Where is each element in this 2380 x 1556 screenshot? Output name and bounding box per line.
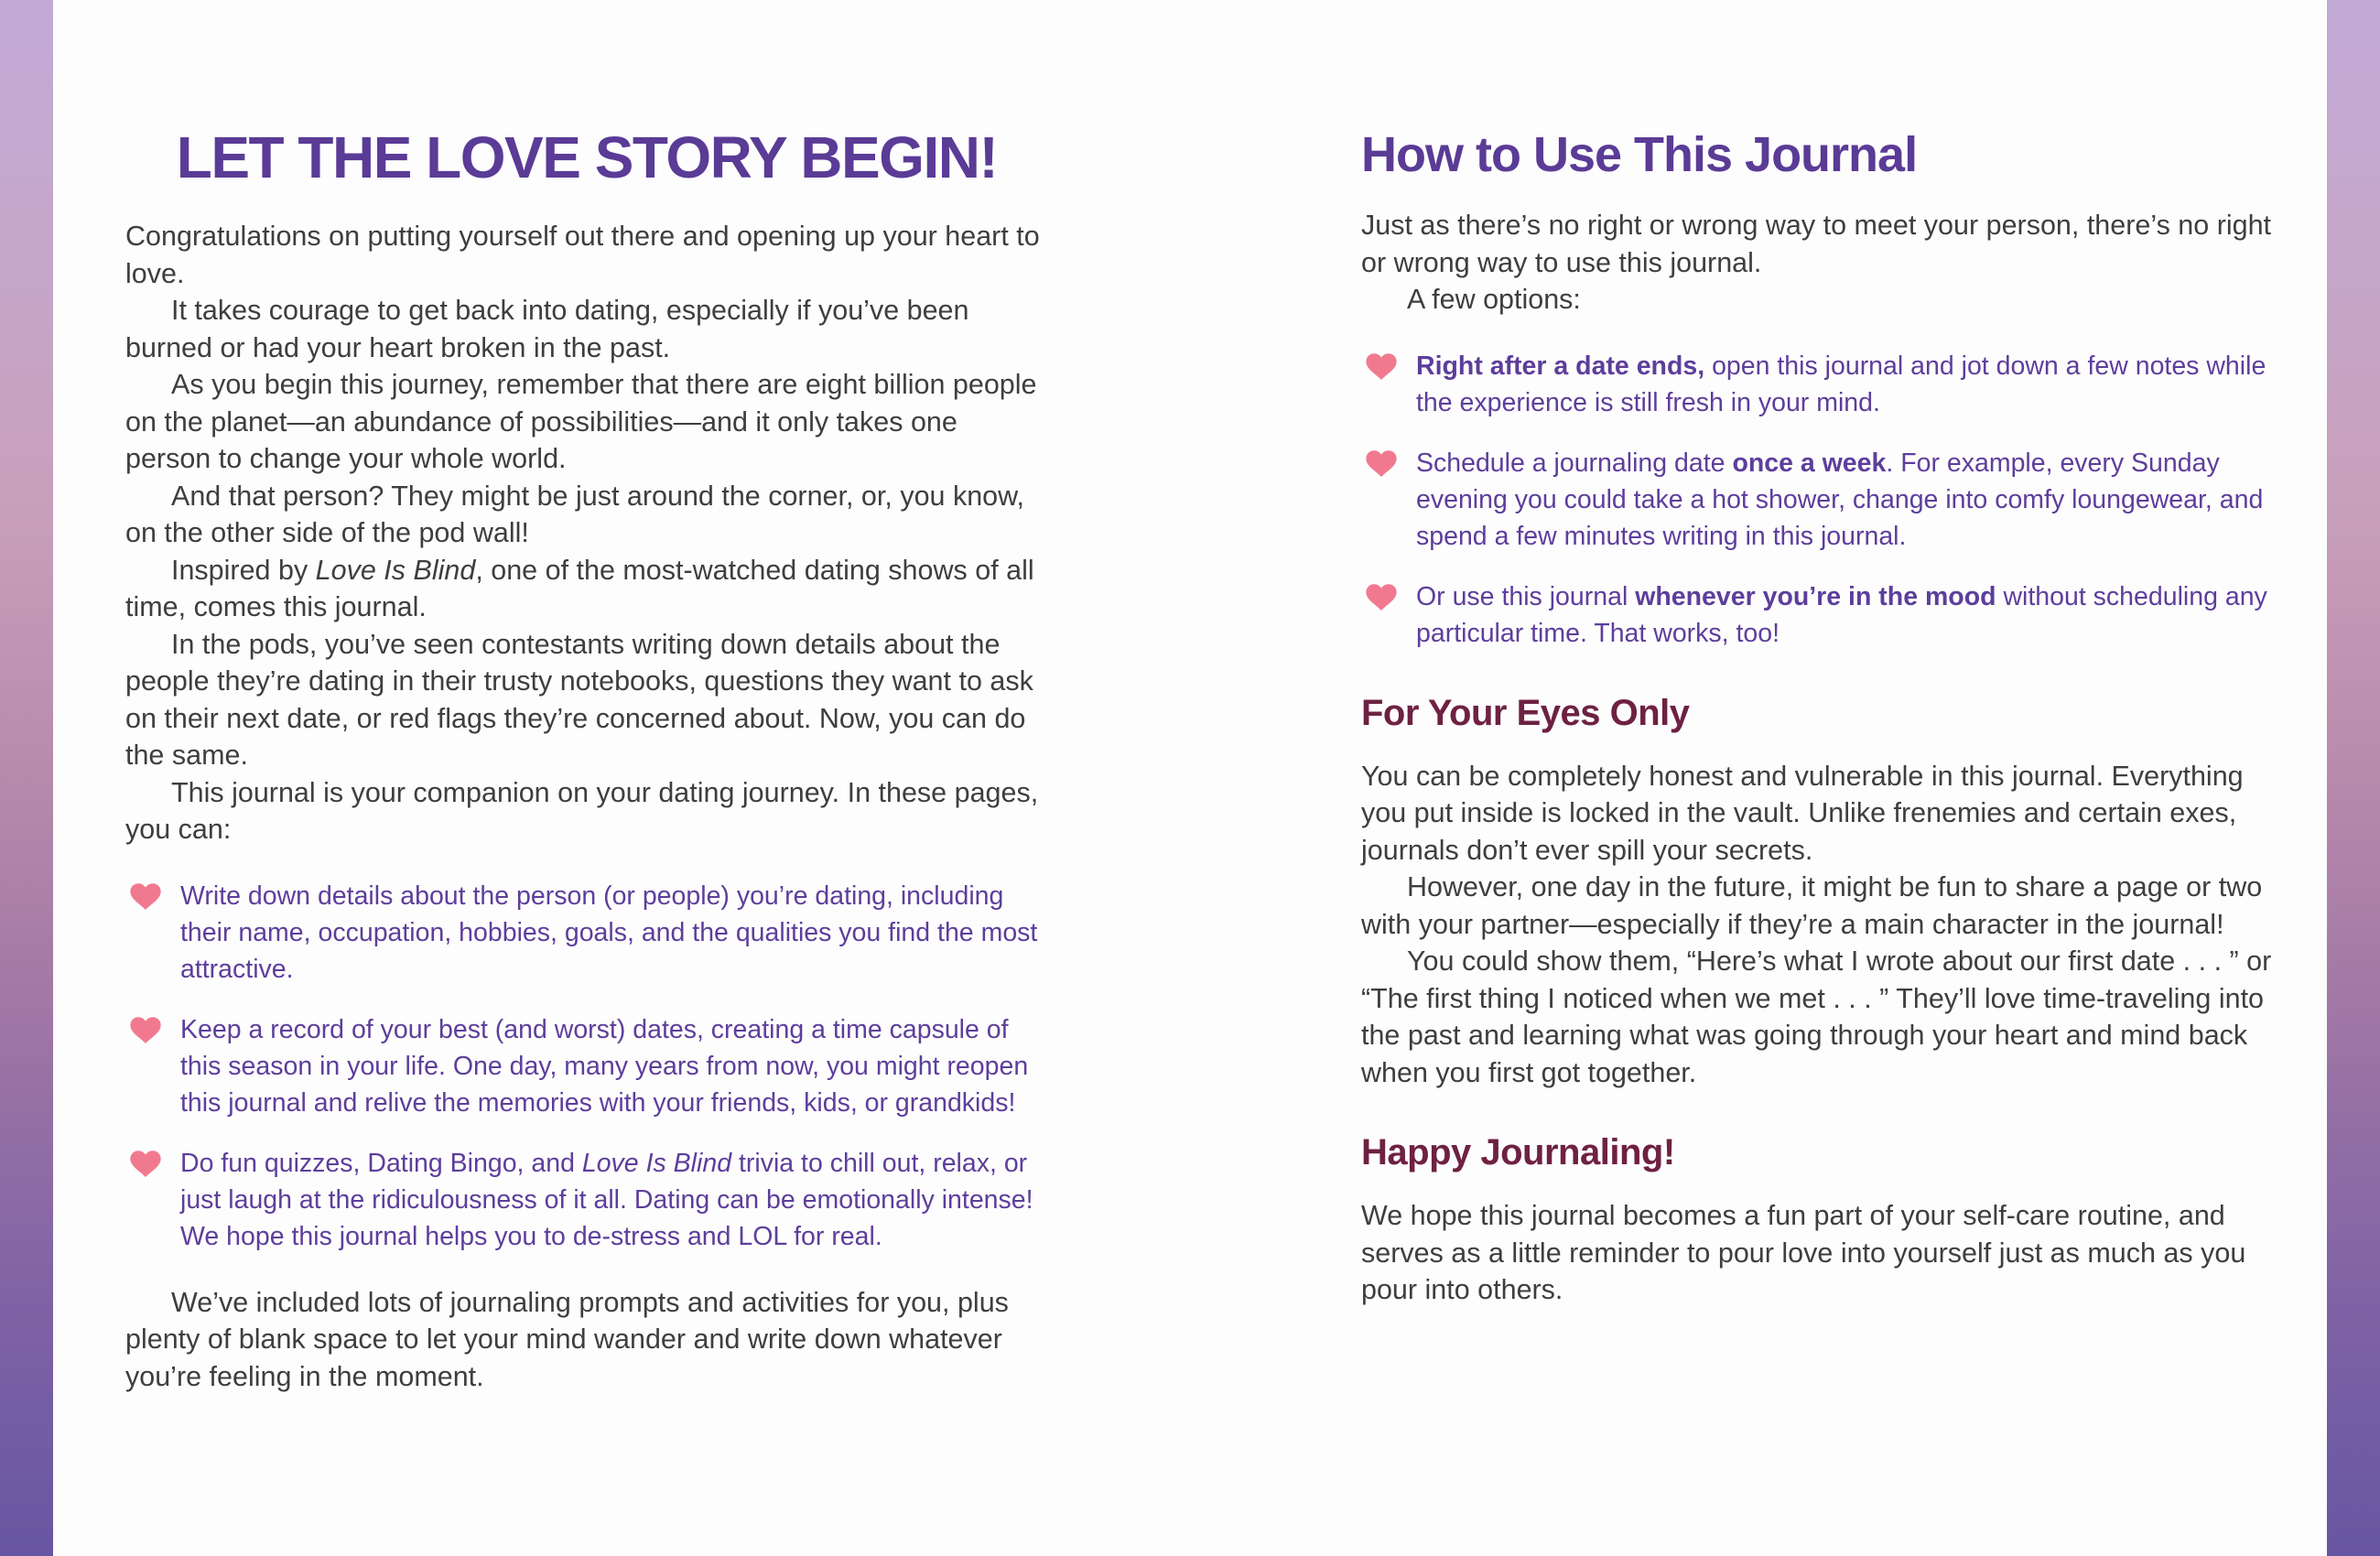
heart-icon xyxy=(129,1150,162,1179)
heart-icon xyxy=(129,1016,162,1045)
show-title-segment: Love Is Blind xyxy=(315,554,476,586)
text-segment: open this journal and jot down a few notes while the experience is still fresh in your mind. xyxy=(1416,351,2266,417)
left-heart-list xyxy=(125,878,1048,1255)
right-page xyxy=(1361,0,2277,1309)
bullet-text xyxy=(180,1145,1048,1255)
gradient-strip-right xyxy=(2324,0,2380,1556)
bullet-text xyxy=(1416,445,2277,555)
paragraph: In the pods, you’ve seen contestants writing down details about the people they’re dating in their trusty notebooks, questions they want to ask on their next date, or red flags they’re concerned about. Now, you can do the same. xyxy=(125,628,1033,771)
paragraph: However, one day in the future, it might be fun to share a page or two with your partner—especially if they’re a main character in the journal! xyxy=(1361,871,2263,940)
paragraph: It takes courage to get back into dating, especially if you’ve been burned or had your heart broken in the past. xyxy=(125,295,969,363)
left-page xyxy=(125,0,1048,1395)
gradient-strip-left xyxy=(0,0,56,1556)
text-segment: Inspired by xyxy=(171,554,316,586)
right-page-title: How to Use This Journal xyxy=(1361,127,1918,182)
heart-icon xyxy=(1365,449,1398,479)
paragraph: As you begin this journey, remember that there are eight billion people on the planet—an abundance of possibilities—and it only takes one person to change your whole world. xyxy=(125,369,1037,474)
paragraph: And that person? They might be just around the corner, or, you know, on the other side of the pod wall! xyxy=(125,480,1024,548)
bullet-text xyxy=(1416,348,2277,421)
paragraph: Just as there’s no right or wrong way to meet your person, there’s no right or wrong way to use this journal. xyxy=(1361,210,2272,278)
paragraph: This journal is your companion on your dating journey. In these pages, you can: xyxy=(125,776,1039,845)
bullet-text: Keep a record of your best (and worst) dates, creating a time capsule of this season in your life. One day, many years from now, you might reopen this journal and relive the memories with your friends, kids, or grandkids! xyxy=(180,1014,1029,1118)
list-item xyxy=(129,1011,1048,1121)
paragraph xyxy=(125,552,1048,626)
bold-segment: Right after a date ends, xyxy=(1416,351,1705,381)
show-title-segment: Love Is Blind xyxy=(581,1148,732,1178)
right-page-intro xyxy=(1361,207,2277,319)
bold-segment: once a week xyxy=(1732,448,1887,478)
left-page-title: LET THE LOVE STORY BEGIN! xyxy=(176,124,998,190)
list-item xyxy=(129,1145,1048,1255)
heart-icon xyxy=(1365,352,1398,382)
section-heading-for-your-eyes-only: For Your Eyes Only xyxy=(1361,692,1690,733)
text-segment: Schedule a journaling date xyxy=(1416,448,1733,478)
list-item xyxy=(129,878,1048,988)
text-segment: Or use this journal xyxy=(1416,581,1636,611)
bullet-text: Write down details about the person (or people) you’re dating, including their name, occupation, hobbies, goals, and the qualities you find the most attractive. xyxy=(180,881,1038,984)
section-heading-happy-journaling: Happy Journaling! xyxy=(1361,1132,1675,1172)
text-segment: , one of the most-watched dating shows of all time, comes this journal. xyxy=(125,554,1034,622)
heart-icon xyxy=(1365,583,1398,612)
heart-icon xyxy=(129,882,162,912)
text-segment: without scheduling any particular time. That works, too! xyxy=(1416,581,2267,648)
paragraph: Congratulations on putting yourself out there and opening up your heart to love. xyxy=(125,221,1040,289)
paragraph: We hope this journal becomes a fun part of your self-care routine, and serves as a little reminder to pour love into yourself just as much as you pour into others. xyxy=(1361,1200,2246,1305)
section-for-your-eyes-only-body xyxy=(1361,758,2277,1092)
paragraph: You could show them, “Here’s what I wrote about our first date . . . ” or “The first thing I noticed when we met . . . ” They’ll love time-traveling into the past and learning what was going through your heart and mind back when you first got together. xyxy=(1361,945,2272,1088)
paragraph: A few options: xyxy=(1407,284,1581,315)
bullet-text xyxy=(1416,578,2277,652)
right-heart-list xyxy=(1361,348,2277,652)
text-segment: Do fun quizzes, Dating Bingo, and xyxy=(180,1148,582,1178)
left-page-body xyxy=(125,218,1048,848)
text-segment: . For example, every Sunday evening you could take a hot shower, change into comfy loungewear, and spend a few minutes writing in this journal. xyxy=(1416,448,2264,551)
bold-segment: whenever you’re in the mood xyxy=(1635,581,1996,611)
section-happy-journaling-body xyxy=(1361,1197,2277,1309)
list-item xyxy=(1365,348,2277,421)
left-page-footer xyxy=(125,1284,1048,1396)
text-segment: trivia to chill out, relax, or just laugh at the ridiculousness of it all. Dating can be emotionally intense! We hope this journal helps you to de-stress and LOL for real. xyxy=(180,1148,1033,1251)
list-item xyxy=(1365,445,2277,555)
paragraph: We’ve included lots of journaling prompts and activities for you, plus plenty of blank space to let your mind wander and write down whatever you’re feeling in the moment. xyxy=(125,1286,1009,1392)
paragraph: You can be completely honest and vulnerable in this journal. Everything you put inside is locked in the vault. Unlike frenemies and certain exes, journals don’t ever spill your secrets. xyxy=(1361,760,2244,866)
list-item xyxy=(1365,578,2277,652)
